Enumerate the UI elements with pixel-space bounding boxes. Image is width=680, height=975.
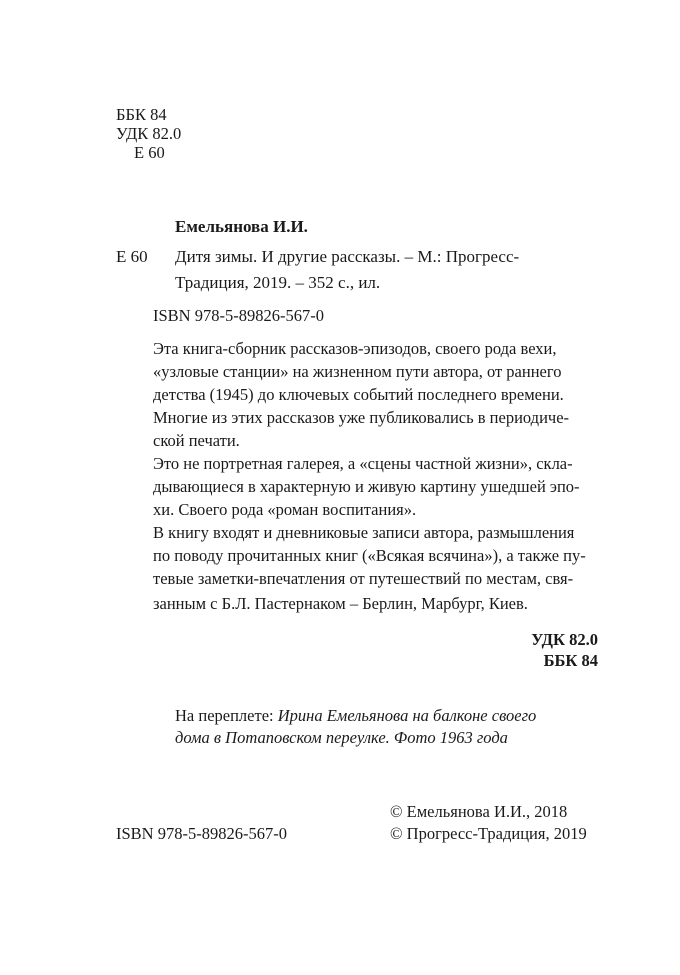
isbn-entry: ISBN 978-5-89826-567-0 xyxy=(153,306,324,325)
cover-note-caption-1: Ирина Емельянова на балконе своего xyxy=(277,706,537,725)
copyright-author: © Емельянова И.И., 2018 xyxy=(390,802,568,821)
annotation-line: по поводу прочитанных книг («Всякая всячина»), а также пу- xyxy=(153,546,586,565)
annotation-line: детства (1945) до ключевых событий последнего времени. xyxy=(153,385,564,404)
title-line-2: Традиция, 2019. – 352 с., ил. xyxy=(175,273,381,292)
author-sign: Е 60 xyxy=(116,247,148,266)
author-name: Емельянова И.И. xyxy=(175,217,308,236)
bbk-code-top: ББК 84 xyxy=(116,105,167,124)
annotation-line: дывающиеся в характерную и живую картину ушедшей эпо- xyxy=(153,477,580,496)
annotation-line: тевые заметки-впечатления от путешествий по местам, свя- xyxy=(153,569,574,588)
copyright-publisher: © Прогресс-Традиция, 2019 xyxy=(390,824,587,843)
cover-note-caption-2: дома в Потаповском переулке. Фото 1963 года xyxy=(175,728,508,747)
annotation-line: ской печати. xyxy=(153,431,240,450)
annotation-line: Эта книга-сборник рассказов-эпизодов, своего рода вехи, xyxy=(153,339,557,358)
annotation-line: Многие из этих рассказов уже публиковались в периодиче- xyxy=(153,408,570,427)
bbk-code-bottom: ББК 84 xyxy=(543,651,598,670)
annotation-line: «узловые станции» на жизненном пути автора, от раннего xyxy=(153,362,562,381)
isbn-footer: ISBN 978-5-89826-567-0 xyxy=(116,824,287,843)
title-line-1: Дитя зимы. И другие рассказы. – М.: Прогресс- xyxy=(175,247,520,266)
annotation-line: занным с Б.Л. Пастернаком – Берлин, Марбург, Киев. xyxy=(153,594,528,613)
annotation-line: Это не портретная галерея, а «сцены частной жизни», скла- xyxy=(153,454,573,473)
author-sign-top: Е 60 xyxy=(134,143,165,162)
udk-code-bottom: УДК 82.0 xyxy=(531,630,598,649)
annotation-line: хи. Своего рода «роман воспитания». xyxy=(153,500,417,519)
udk-code-top: УДК 82.0 xyxy=(116,124,182,143)
cover-note-line-1 xyxy=(175,704,536,727)
cover-note-label: На переплете: xyxy=(175,706,278,725)
annotation-line: В книгу входят и дневниковые записи автора, размышления xyxy=(153,523,575,542)
